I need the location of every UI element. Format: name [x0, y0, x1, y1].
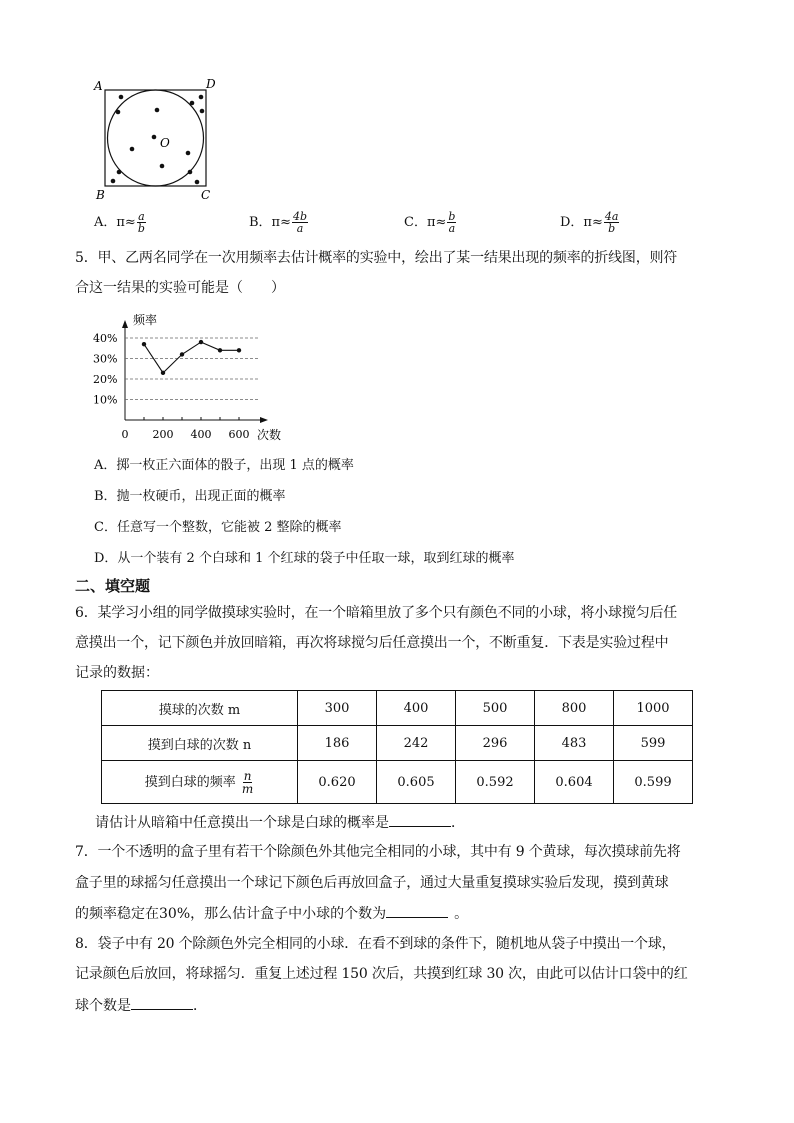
- q8-line1: 8．袋子中有 20 个除颜色外完全相同的小球．在看不到球的条件下，随机地从袋子中摸出一个球，: [75, 936, 676, 952]
- dot: [111, 179, 116, 184]
- dot: [195, 180, 200, 185]
- table-cell: 599: [614, 726, 693, 761]
- table-cell: 242: [377, 726, 456, 761]
- data-point: [161, 371, 165, 375]
- data-point: [199, 340, 203, 344]
- x-axis-label: 次数: [257, 428, 282, 442]
- q6-line3: 记录的数据：: [75, 665, 159, 681]
- q5-option-c[interactable]: C．任意写一个整数，它能被 2 整除的概率: [94, 520, 342, 535]
- experiment-table: [101, 690, 693, 804]
- data-point: [142, 342, 146, 346]
- q4-option-c[interactable]: C．π≈ $\frac{b}{a}$: [404, 210, 456, 235]
- dot: [117, 170, 122, 175]
- data-point: [218, 348, 222, 352]
- dot: [200, 109, 205, 114]
- label-b: B: [96, 188, 105, 202]
- table-cell: 800: [535, 691, 614, 726]
- dot: [119, 95, 124, 100]
- label-c: C: [201, 188, 211, 202]
- label-o: O: [160, 136, 170, 150]
- y-axis-label: 频率: [133, 313, 158, 327]
- dot: [190, 101, 195, 106]
- label-a: A: [94, 79, 103, 93]
- q5-option-d[interactable]: D．从一个装有 2 个白球和 1 个红球的袋子中任取一球，取到红球的概率: [94, 551, 515, 566]
- table-cell: 0.592: [456, 761, 535, 804]
- table-cell: 186: [298, 726, 377, 761]
- table-header-n: 摸到白球的次数 n: [102, 726, 298, 761]
- q6-line1: 6．某学习小组的同学做摸球实验时，在一个暗箱里放了多个只有颜色不同的小球，将小球搅匀后任: [75, 605, 678, 621]
- y-tick-label: 20%: [93, 373, 118, 386]
- q7-line2: 盒子里的球摇匀任意摸出一个球记下颜色后再放回盒子，通过大量重复摸球实验后发现，摸到黄球: [75, 875, 669, 891]
- y-tick-label: 40%: [93, 332, 118, 345]
- table-cell: 0.604: [535, 761, 614, 804]
- q7-line1: 7．一个不透明的盒子里有若干个除颜色外其他完全相同的小球，其中有 9 个黄球，每次摸球前先将: [75, 844, 681, 860]
- q5-line2: 合这一结果的实验可能是（ ）: [75, 280, 285, 296]
- table-row: [102, 761, 693, 804]
- label-d: D: [206, 77, 216, 91]
- table-cell: 0.605: [377, 761, 456, 804]
- dot: [186, 151, 191, 156]
- y-tick-label: 30%: [93, 352, 118, 366]
- y-axis-arrow-icon: [122, 320, 128, 328]
- q4-option-a[interactable]: A．π≈ $\frac{a}{b}$: [94, 210, 145, 235]
- dot: [130, 147, 135, 152]
- random-dots: [111, 95, 205, 185]
- table-cell: 400: [377, 691, 456, 726]
- x-tick-label: 400: [190, 428, 212, 441]
- table-row: [102, 691, 693, 726]
- series-line: [144, 342, 239, 373]
- y-tick-label: 10%: [93, 393, 118, 407]
- table-cell: 0.620: [298, 761, 377, 804]
- table-cell: 1000: [614, 691, 693, 726]
- q7-line3: 的频率稳定在30%，那么估计盒子中小球的个数为 。: [75, 903, 468, 924]
- section-title-fill-blank: 二、填空题: [75, 577, 151, 595]
- q4-option-d[interactable]: D．π≈ $\frac{4a}{b}$: [560, 210, 619, 235]
- q8-line2: 记录颜色后放回，将球摇匀．重复上述过程 150 次后，共摸到红球 30 次，由此可以估计口袋中的红: [75, 966, 688, 982]
- table-cell: 296: [456, 726, 535, 761]
- q8-line3: 球个数是 ．: [75, 995, 207, 1016]
- q4-option-b[interactable]: B．π≈ $\frac{4b}{a}$: [249, 210, 308, 235]
- q5-line1: 5．甲、乙两名同学在一次用频率去估计概率的实验中，绘出了某一结果出现的频率的折线图，则符: [75, 250, 678, 266]
- x-tick-label: 200: [152, 428, 174, 441]
- dot: [116, 110, 121, 115]
- table-cell: 300: [298, 691, 377, 726]
- square-circle-figure: [90, 74, 230, 204]
- table-cell: 483: [535, 726, 614, 761]
- table-header-m: 摸球的次数 m: [102, 691, 298, 726]
- q6-line2: 意摸出一个，记下颜色并放回暗箱，再次将球搅匀后任意摸出一个，不断重复．下表是实验过程中: [75, 635, 669, 651]
- table-header-frequency: 摸到白球的频率 $\frac{n}{m}$: [102, 761, 298, 804]
- answer-blank[interactable]: [386, 903, 448, 918]
- answer-blank[interactable]: [389, 812, 451, 827]
- x-tick-label: 0: [121, 428, 129, 441]
- x-tick-label: 600: [228, 428, 250, 441]
- answer-blank[interactable]: [131, 995, 193, 1010]
- q6-question: 请估计从暗箱中任意摸出一个球是白球的概率是 ．: [95, 812, 465, 833]
- data-point: [237, 348, 241, 352]
- data-point: [180, 352, 184, 356]
- dot: [155, 108, 160, 113]
- x-axis-arrow-icon: [260, 417, 268, 423]
- frequency-line-chart: [90, 310, 300, 445]
- q5-option-a[interactable]: A．掷一枚正六面体的骰子，出现 1 点的概率: [94, 458, 354, 473]
- dot: [199, 95, 204, 100]
- table-row: [102, 726, 693, 761]
- dot: [188, 170, 193, 175]
- q5-option-b[interactable]: B．抛一枚硬币，出现正面的概率: [94, 489, 286, 504]
- dot: [160, 164, 165, 169]
- dot: [152, 135, 157, 140]
- table-cell: 500: [456, 691, 535, 726]
- table-cell: 0.599: [614, 761, 693, 804]
